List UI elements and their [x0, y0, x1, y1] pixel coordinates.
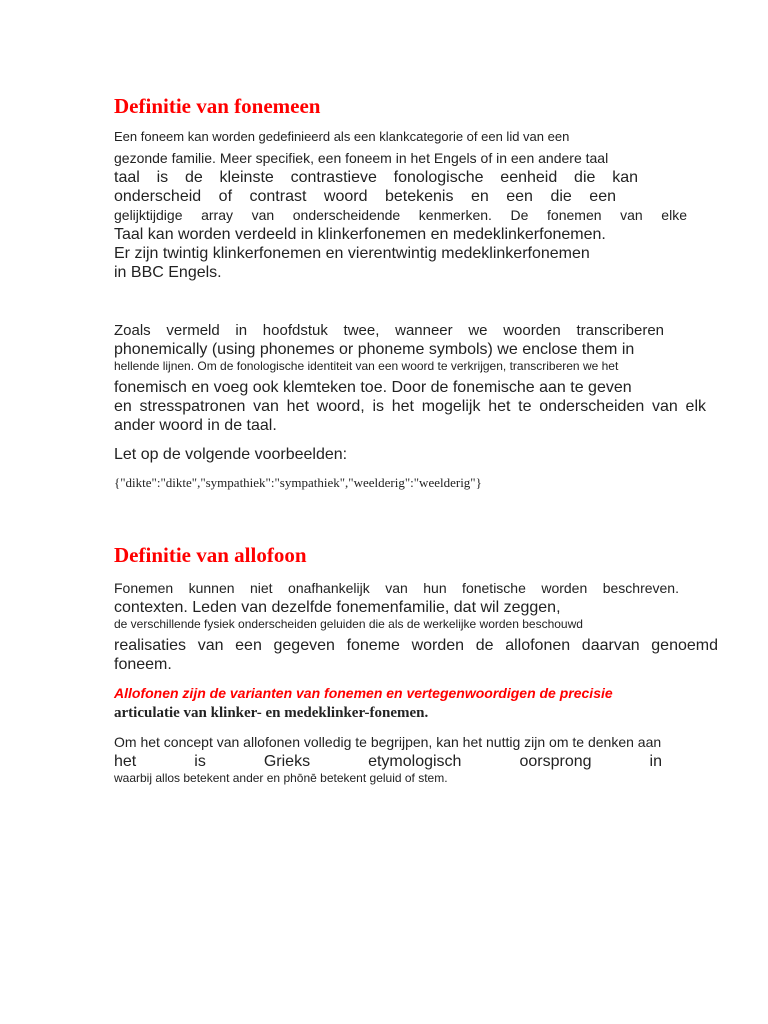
paragraph-line: Taal kan worden verdeeld in klinkerfonemen en medeklinkerfonemen.	[114, 226, 606, 243]
paragraph-line: gezonde familie. Meer specifiek, een foneem in het Engels of in een andere taal	[114, 150, 609, 166]
paragraph-line: Er zijn twintig klinkerfonemen en vierentwintig medeklinkerfonemen	[114, 245, 590, 262]
paragraph-line: Een foneem kan worden gedefinieerd als een klankcategorie of een lid van een	[114, 129, 570, 144]
paragraph-line: Fonemen kunnen niet onafhankelijk van hun fonetische worden beschreven.	[114, 580, 679, 596]
paragraph-line: hellende lijnen. Om de fonologische identiteit van een woord te verkrijgen, transcriberen we het	[114, 359, 619, 373]
paragraph-line: Om het concept van allofonen volledig te begrijpen, kan het nuttig zijn om te denken aan	[114, 734, 662, 750]
highlight-continuation: articulatie van klinker- en medeklinker-fonemen.	[114, 705, 429, 721]
paragraph-line: waarbij allos betekent ander en phōnē betekent geluid of stem.	[114, 771, 448, 785]
paragraph-line: ander woord in de taal.	[114, 417, 277, 434]
paragraph-line: de verschillende fysiek onderscheiden geluiden die als de werkelijke worden beschouwd	[114, 617, 583, 631]
paragraph-line: realisaties van een gegeven foneme worden de allofonen daarvan genoemd	[114, 637, 718, 654]
examples-text: {"dikte":"dikte","sympathiek":"sympathiek","weelderig":"weelderig"}	[114, 475, 482, 490]
paragraph-line: onderscheid of contrast woord betekenis en een die een	[114, 188, 616, 205]
heading-fonemen: Definitie van fonemeen	[114, 94, 321, 118]
paragraph-line: het is Grieks etymologisch oorsprong in	[114, 753, 662, 770]
heading-allofoon: Definitie van allofoon	[114, 543, 307, 567]
paragraph-line: foneem.	[114, 656, 172, 673]
paragraph-line: taal is de kleinste contrastieve fonologische eenheid die kan	[114, 169, 638, 186]
paragraph-line: en stresspatronen van het woord, is het mogelijk het te onderscheiden van elk	[114, 398, 706, 415]
paragraph-line: in BBC Engels.	[114, 264, 222, 281]
paragraph-line: phonemically (using phonemes or phoneme symbols) we enclose them in	[114, 341, 635, 358]
examples-intro: Let op de volgende voorbeelden:	[114, 446, 348, 463]
highlight-line: Allofonen zijn de varianten van fonemen en vertegenwoordigen de precisie	[114, 685, 613, 701]
paragraph-line: fonemisch en voeg ook klemteken toe. Door de fonemische aan te geven	[114, 379, 632, 396]
paragraph-line: contexten. Leden van dezelfde fonemenfamilie, dat wil zeggen,	[114, 599, 561, 616]
paragraph-line: gelijktijdige array van onderscheidende kenmerken. De fonemen van elke	[114, 207, 687, 223]
paragraph-line: Zoals vermeld in hoofdstuk twee, wanneer we woorden transcriberen	[114, 322, 664, 339]
